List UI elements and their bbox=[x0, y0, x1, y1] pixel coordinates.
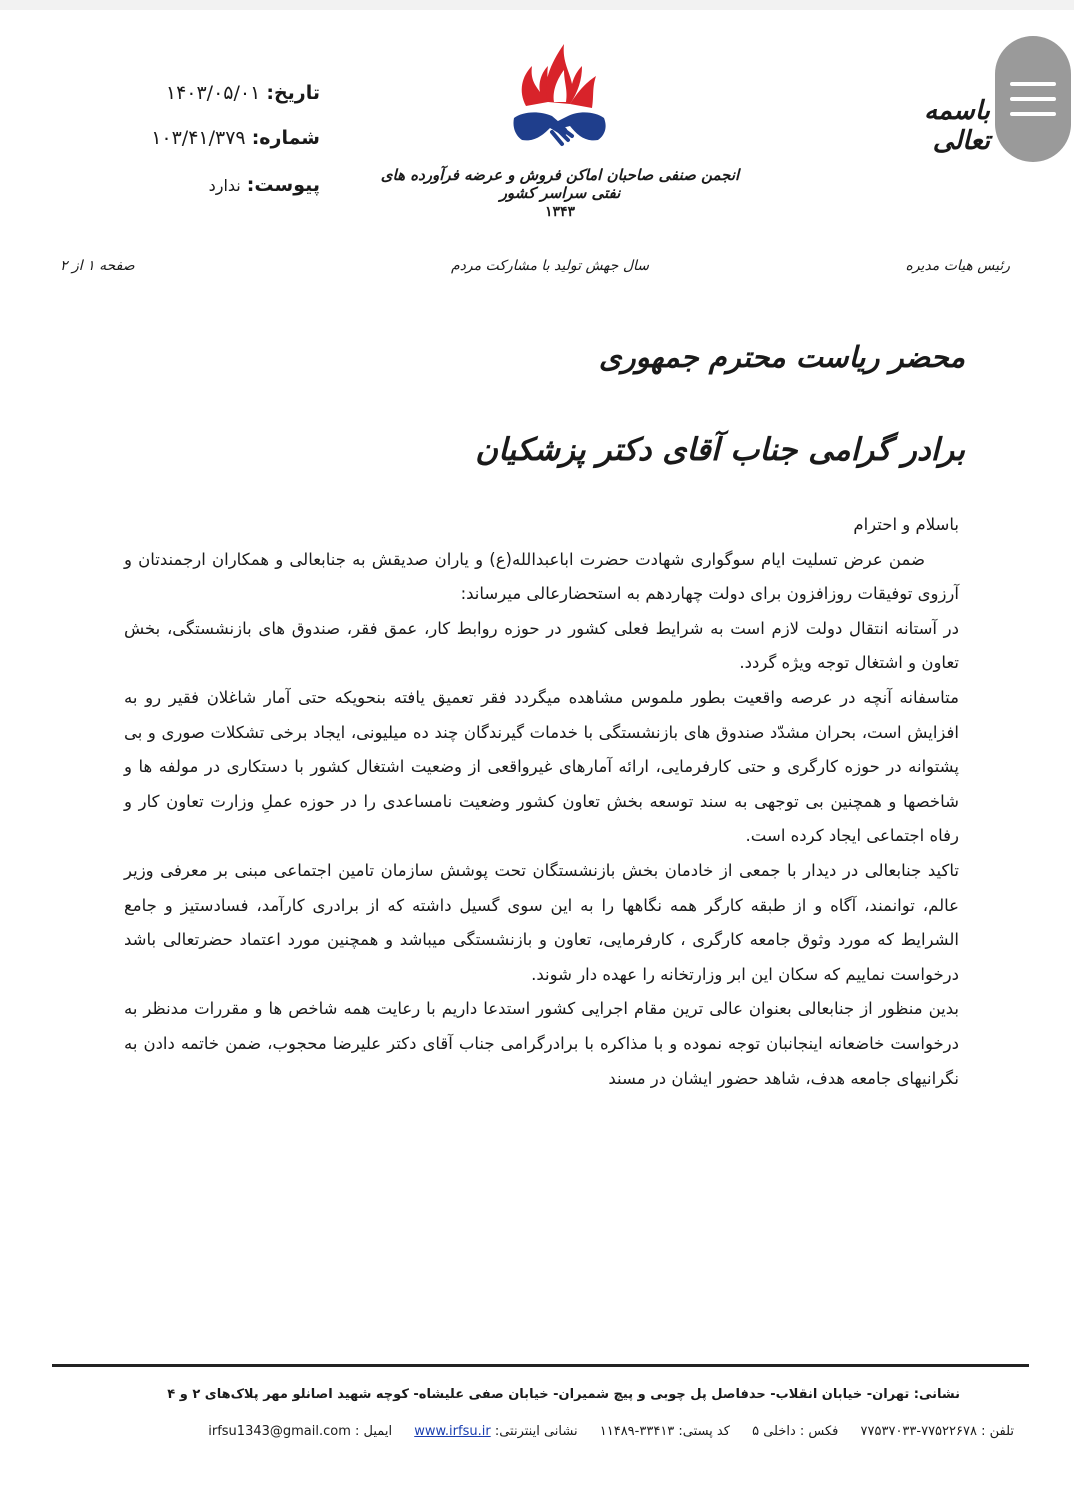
letter-body bbox=[124, 508, 959, 1096]
number-value: ۱۰۳/۴۱/۳۷۹ bbox=[151, 127, 246, 149]
paragraph-3: متاسفانه آنچه در عرصه واقعیت بطور ملموس مشاهده میگردد فقر تعمیق یافته بنحویکه حتی آمار شاغلان فقیر رو به افزایش است، بحران مشدّد صندوق های بازنشستگی با خدمات گیرندگان چند ده میلیونی، ایجاد برخی تشکلات صوری و بی پشتوانه در حوزه کارگری و حتی کارفرمایی، ارائه آمارهای غیرواقعی از وضعیت اشتغال کشور با دستکاری در مولفه ها و شاخصها و همچنین بی توجهی به سند توسعه بخش تعاون کشور وضعیت نامساعدی را در حوزه عملِ وزارت تعاون کار و رفاه اجتماعی ایجاد کرده است. bbox=[124, 687, 959, 846]
footer-email[interactable]: irfsu1343@gmail.com bbox=[208, 1424, 351, 1439]
year-slogan: سال جهش تولید با مشارکت مردم bbox=[450, 258, 650, 274]
hamburger-menu-icon-line bbox=[1010, 97, 1056, 101]
flame-left bbox=[522, 66, 549, 106]
hamburger-menu-icon-line bbox=[1010, 112, 1056, 116]
footer-phone: تلفن : ۷۷۵۲۲۶۷۸-۷۷۵۳۷۰۳۳ bbox=[860, 1424, 1014, 1439]
paragraph-2: در آستانه انتقال دولت لازم است به شرایط فعلی کشور در حوزه روابط کار، عمق فقر، صندوق های بازنشستگی، بخش تعاون و اشتغال توجه ویژه گردد. bbox=[124, 618, 959, 673]
date-value: ۱۴۰۳/۰۵/۰۱ bbox=[165, 82, 261, 104]
footer-contacts bbox=[52, 1424, 1014, 1439]
letter-attachment bbox=[100, 174, 320, 196]
bismillah-heading: باسمه تعالی bbox=[924, 96, 990, 156]
organization-year: ۱۳۴۳ bbox=[544, 204, 576, 220]
footer-postal-code: کد پستی: ۳۳۴۱۳-۱۱۴۸۹ bbox=[599, 1424, 730, 1439]
letter-number bbox=[100, 127, 320, 149]
attachment-value: ندارد bbox=[208, 176, 241, 195]
addressee-line-1: محضر ریاست محترم جمهوری bbox=[598, 340, 965, 374]
footer-divider bbox=[52, 1364, 1029, 1367]
letter-date bbox=[100, 82, 320, 104]
organization-name: انجمن صنفی صاحبان اماکن فروش و عرضه فرآورده های نفتی سراسر کشور bbox=[380, 166, 740, 202]
menu-button[interactable] bbox=[995, 36, 1071, 162]
addressee-line-2: برادر گرامی جناب آقای دکتر پزشکیان bbox=[475, 432, 965, 468]
number-label: شماره: bbox=[251, 127, 320, 149]
paragraph-1: ضمن عرض تسلیت ایام سوگواری شهادت حضرت اباعبدالله(ع) و یاران صدیقش به جنابعالی و همکاران ارجمندتان و آرزوی توفیقات روزافزون برای دولت چهاردهم به استحضارعالی میرساند: bbox=[124, 549, 959, 604]
paragraph-4: تاکید جنابعالی در دیدار با جمعی از خادمان بخش بازنشستگان تحت پوشش سازمان تامین اجتماعی مبنی بر معرفی وزیر عالم، توانمند، آگاه و از طبقه کارگر همه نگاهها را به این سوی گسیل داشته که از برادری کارآمد، فسادستیز و جامع الشرایط که مورد وثوق جامعه کارگری ، کارفرمایی، تعاون و بازنشستگی میباشد و همچنین مورد اعتماد حضرتعالی باشد درخواست نماییم که سکان این ابر وزارتخانه را عهده دار شوند. bbox=[124, 860, 959, 984]
footer-email-label: ایمیل : bbox=[355, 1424, 393, 1439]
footer-address: نشانی: تهران- خیابان انقلاب- حدفاصل پل چوبی و پیچ شمیران- خیابان صفی علیشاه- کوچه شهید اصانلو مهر پلاک‌های ۲ و ۴ bbox=[167, 1387, 960, 1402]
ceo-title: رئیس هیات مدیره bbox=[905, 258, 1010, 274]
paragraph-5: بدین منظور از جنابعالی بعنوان عالی ترین مقام اجرایی کشور استدعا داریم با رعایت همه شاخص ها و مقررات مدنظر به درخواست خاضعانه اینجانبان توجه نموده و با مذاکره با برادرگرامی جناب آقای دکتر علیرضا محجوب، ضمن خاتمه دادن به نگرانیهای جامعه هدف، شاهد حضور ایشان در مسند bbox=[124, 999, 959, 1088]
hand-fingers bbox=[552, 130, 572, 144]
attachment-label: پیوست: bbox=[246, 174, 320, 196]
footer-website-link[interactable]: www.irfsu.ir bbox=[414, 1424, 491, 1439]
page-indicator: صفحه ۱ از ۲ bbox=[60, 258, 135, 274]
footer-fax: فکس : داخلی ۵ bbox=[752, 1424, 839, 1439]
top-strip bbox=[0, 0, 1074, 10]
footer-web-label: نشانی اینترنتی: bbox=[494, 1424, 578, 1439]
flame-handshake-logo bbox=[508, 36, 610, 160]
hamburger-menu-icon bbox=[1010, 82, 1056, 86]
greeting: باسلام و احترام bbox=[853, 515, 959, 534]
date-label: تاریخ: bbox=[266, 82, 320, 104]
